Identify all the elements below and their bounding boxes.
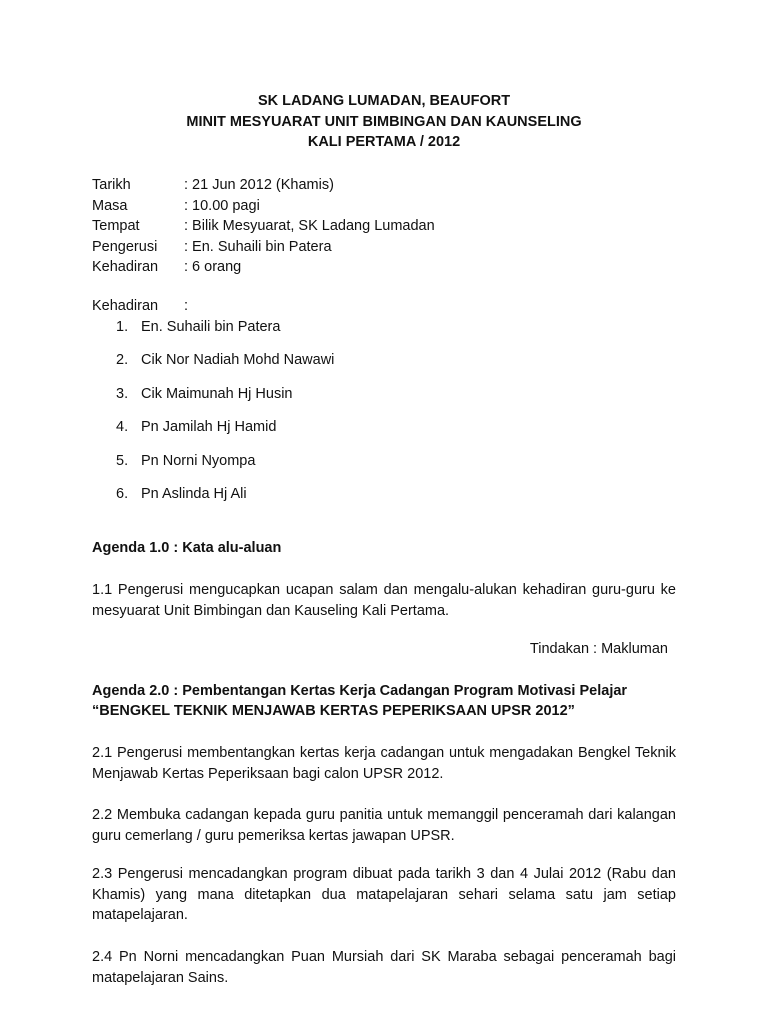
detail-label: Kehadiran [92,259,159,275]
document-title: MINIT MESYUARAT UNIT BIMBINGAN DAN KAUNSELING [186,113,582,130]
agenda-2-item-3: 2.3 Pengerusi mencadangkan program dibuat pada tarikh 3 dan 4 Julai 2012 (Rabu dan Khamis) yang mana ditetapkan dua matapelajaran sehari selama satu jam setiap matapelajaran. [92,866,676,923]
member-name: En. Suhaili bin Patera [141,319,281,335]
detail-label: Masa [92,197,128,214]
list-number: 2. [116,352,129,369]
detail-label: Tempat [92,218,140,234]
agenda-2-program-name: “BENGKEL TEKNIK MENJAWAB KERTAS PEPERIKSAAN UPSR 2012” [92,703,575,719]
detail-row-chair [92,237,435,258]
list-number: 1. [116,319,129,335]
detail-value: : En. Suhaili bin Patera [184,238,332,255]
member-name: Pn Norni Nyompa [141,452,256,469]
agenda-1-item-1: 1.1 Pengerusi mengucapkan ucapan salam dan mengalu-alukan kehadiran guru-guru ke mesyuarat Unit Bimbingan dan Kauseling Kali Pertama. [92,582,676,619]
agenda-2-item-1: 2.1 Pengerusi membentangkan kertas kerja cadangan untuk mengadakan Bengkel Teknik Menjawab Kertas Peperiksaan bagi calon UPSR 2012. [92,745,676,782]
list-number: 5. [116,452,129,469]
meeting-number: KALI PERTAMA / 2012 [307,134,461,150]
attendance-colon: : [184,298,189,314]
list-item [116,350,334,383]
document-header [0,91,768,153]
detail-row-time [92,196,435,217]
member-name: Pn Jamilah Hj Hamid [141,419,277,436]
member-name: Pn Aslinda Hj Ali [141,485,247,502]
list-number: 3. [116,385,129,402]
agenda-1-title: Agenda 1.0 : Kata alu-aluan [92,540,282,556]
detail-row-attendance [92,257,435,278]
list-number: 4. [116,419,129,436]
detail-value: : 21 Jun 2012 (Khamis) [184,177,334,193]
detail-row-date [92,175,435,196]
member-name: Cik Nor Nadiah Mohd Nawawi [141,352,335,369]
detail-value: : Bilik Mesyuarat, SK Ladang Lumadan [184,218,435,234]
meeting-details [92,175,435,278]
list-number: 6. [116,485,129,502]
list-item [116,484,334,517]
agenda-2-title: Agenda 2.0 : Pembentangan Kertas Kerja Cadangan Program Motivasi Pelajar [92,683,628,699]
member-name: Cik Maimunah Hj Husin [141,385,293,402]
detail-value: : 6 orang [184,259,242,275]
attendance-label: Kehadiran [92,298,159,314]
school-name: SK LADANG LUMADAN, BEAUFORT [257,93,511,109]
agenda-2-item-2: 2.2 Membuka cadangan kepada guru panitia untuk memanggil penceramah dari kalangan guru cemerlang / guru pemeriksa kertas jawapan UPSR. [92,807,676,844]
list-item [116,417,334,450]
detail-label: Tarikh [92,177,131,193]
detail-value: : 10.00 pagi [184,197,260,214]
list-item [116,317,334,350]
agenda-1-action: Tindakan : Makluman [529,641,668,657]
attendance-list [116,317,334,517]
agenda-2-item-4: 2.4 Pn Norni mencadangkan Puan Mursiah dari SK Maraba sebagai penceramah bagi matapelajaran Sains. [92,949,676,986]
attendance-heading [92,296,188,317]
detail-row-venue [92,216,435,237]
list-item [116,384,334,417]
list-item [116,451,334,484]
detail-label: Pengerusi [92,238,158,255]
